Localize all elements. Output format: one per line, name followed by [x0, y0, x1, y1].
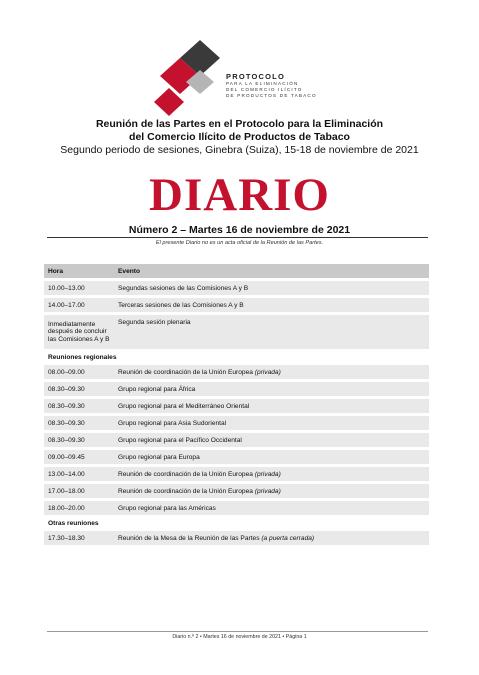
row-event-cell — [114, 467, 429, 481]
logo-subtitle-line: DE PRODUCTOS DE TABACO — [226, 93, 317, 98]
meeting-title-line-2: del Comercio Ilícito de Productos de Tabaco — [129, 131, 350, 143]
column-header-evento: Evento — [114, 264, 429, 278]
schedule-table — [44, 261, 429, 548]
row-time: Inmediatamente después de concluir las Comisiones A y B — [44, 315, 114, 349]
table-row — [44, 433, 429, 447]
section-heading-regional: Reuniones regionales — [48, 354, 117, 361]
column-header-hora: Hora — [44, 264, 114, 278]
row-event: Reunión de coordinación de la Unión Europea — [118, 470, 253, 478]
table-row — [44, 298, 429, 312]
table-row — [44, 315, 429, 349]
row-event-note: (a puerta cerrada) — [261, 534, 315, 542]
logo-title: PROTOCOLO — [226, 72, 285, 81]
row-event: Grupo regional para el Pacífico Occidental — [114, 433, 429, 447]
table-row — [44, 450, 429, 464]
table-row — [44, 531, 429, 545]
page-footer: Diario n.º 2 • Martes 16 de noviembre de 2021 • Página 1 — [172, 634, 307, 640]
table-row — [44, 382, 429, 396]
table-row — [44, 467, 429, 481]
table-header-row — [44, 264, 429, 278]
row-time: 08.30–09.30 — [44, 399, 114, 413]
row-event: Reunión de la Mesa de la Reunión de las Partes — [118, 534, 260, 542]
row-event-cell — [114, 365, 429, 379]
row-time: 14.00–17.00 — [44, 298, 114, 312]
row-event-cell — [114, 484, 429, 498]
row-event: Reunión de coordinación de la Unión Europea — [118, 368, 253, 376]
row-time: 08.00–09.00 — [44, 365, 114, 379]
issue-line: Número 2 – Martes 16 de noviembre de 2021 — [128, 224, 351, 236]
row-event-note: (privada) — [254, 487, 281, 495]
table-row — [44, 281, 429, 295]
row-event-note: (privada) — [254, 368, 281, 376]
protocol-logo — [150, 40, 230, 120]
row-time: 10.00–13.00 — [44, 281, 114, 295]
session-subtitle: Segundo periodo de sesiones, Ginebra (Suiza), 15-18 de noviembre de 2021 — [60, 144, 419, 156]
row-time: 18.00–20.00 — [44, 501, 114, 515]
row-event: Segunda sesión plenaria — [114, 315, 429, 349]
row-time: 17.00–18.00 — [44, 484, 114, 498]
row-event: Segundas sesiones de las Comisiones A y B — [114, 281, 429, 295]
row-event: Grupo regional para Asia Sudoriental — [114, 416, 429, 430]
row-event-note: (privada) — [254, 470, 281, 478]
issue-divider — [47, 237, 428, 238]
table-row — [44, 501, 429, 515]
row-time: 17.30–18.30 — [44, 531, 114, 545]
section-heading-row — [44, 518, 429, 528]
section-heading-other: Otras reuniones — [48, 520, 99, 527]
row-event: Grupo regional para las Américas — [114, 501, 429, 515]
table-row — [44, 416, 429, 430]
row-event: Reunión de coordinación de la Unión Europea — [118, 487, 253, 495]
section-heading-row — [44, 352, 429, 362]
row-event: Grupo regional para el Mediterráneo Oriental — [114, 399, 429, 413]
disclaimer: El presente Diario no es un acta oficial de la Reunión de las Partes. — [155, 240, 324, 246]
logo-subtitle-line: DEL COMERCIO ILÍCITO — [226, 87, 303, 92]
footer-divider — [47, 631, 428, 632]
row-time: 08.30–09.30 — [44, 416, 114, 430]
logo-text — [226, 72, 317, 99]
meeting-title-line-1: Reunión de las Partes en el Protocolo para la Eliminación — [95, 118, 384, 130]
logo-subtitle-line: PARA LA ELIMINACIÓN — [226, 81, 299, 86]
row-event: Grupo regional para África — [114, 382, 429, 396]
row-time: 09.00–09.45 — [44, 450, 114, 464]
row-time: 08.30–09.30 — [44, 433, 114, 447]
row-time: 13.00–14.00 — [44, 467, 114, 481]
row-time: 08.30–09.30 — [44, 382, 114, 396]
table-row — [44, 399, 429, 413]
row-event: Grupo regional para Europa — [114, 450, 429, 464]
row-event-cell — [114, 531, 429, 545]
table-row — [44, 484, 429, 498]
row-event: Terceras sesiones de las Comisiones A y B — [114, 298, 429, 312]
table-row — [44, 365, 429, 379]
journal-title: DIARIO — [149, 169, 330, 221]
